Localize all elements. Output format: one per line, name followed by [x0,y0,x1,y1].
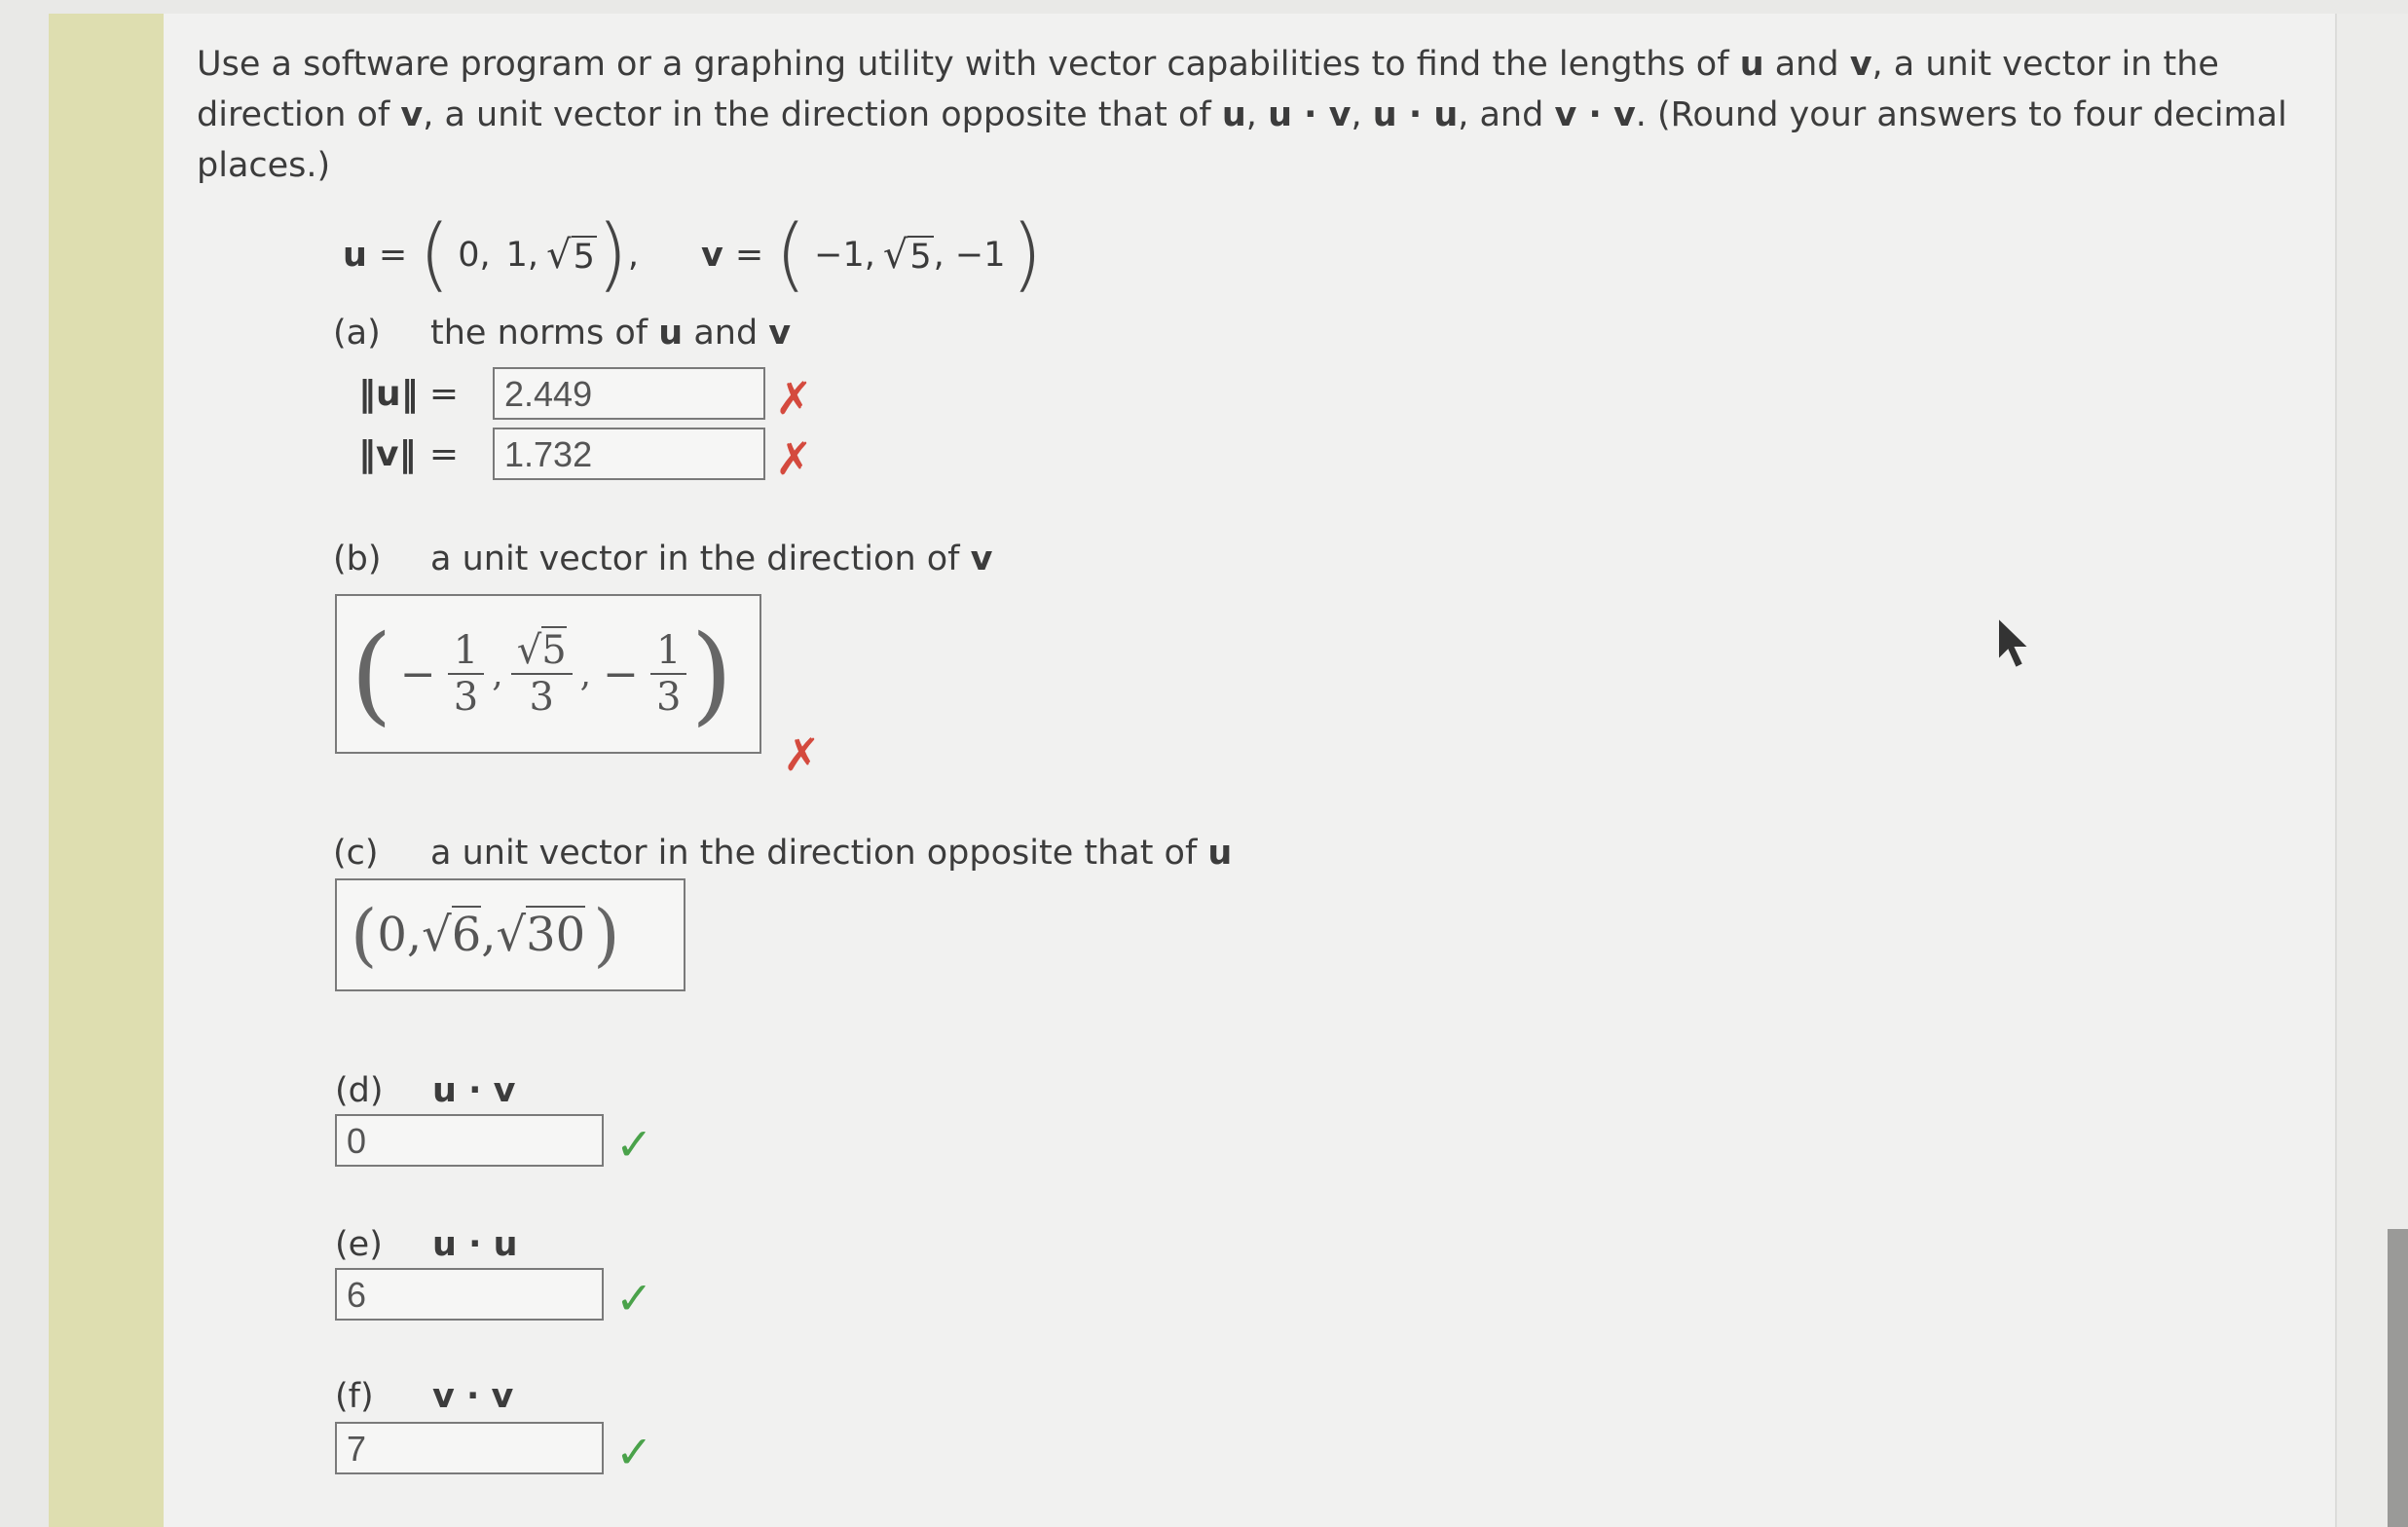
sqrt-6: √6 [422,908,482,962]
u-dot-v-input[interactable]: 0 [335,1114,604,1167]
close-paren: ) [596,208,628,301]
part-c-heading: (c) a unit vector in the direction opposite that of u [333,834,1233,873]
v-norm-row: ‖v‖ = 1.732 [358,428,765,480]
fraction: $\frac{√5}{3}$ [511,628,573,720]
u-vector-label: u [343,236,367,275]
u-norm-label: ‖u‖ [358,373,419,414]
unit-vector-opposite-u-answer[interactable]: ( 0, √6 , √30 ) [335,878,685,991]
v-norm-input[interactable]: 1.732 [493,428,765,480]
part-e-heading: (e) u · u [335,1225,518,1264]
open-paren: ( [419,208,451,301]
sqrt-5: √5 [546,233,595,278]
part-f-heading: (f) v · v [335,1377,514,1416]
checkmark-icon: ✓ [615,1426,653,1478]
u-norm-input[interactable]: 2.449 [493,367,765,420]
x-mark-icon: ✗ [775,372,813,425]
v-vector-label: v [700,236,723,275]
checkmark-icon: ✓ [615,1118,653,1171]
question-prompt: Use a software program or a graphing utility with vector capabilities to find the lengths of u and v, a unit vector in the direction of v, a unit vector in the direction opposite that of u, u · v, u · u, and v · v. (Round your answers to four decimal places.) [197,45,2287,185]
scrollbar-thumb[interactable] [2388,1229,2408,1527]
x-mark-icon: ✗ [783,728,821,781]
close-paren: ) [1011,208,1043,301]
fraction: $\frac{1}{3}$ [650,628,686,720]
open-paren: ( [775,208,807,301]
u-norm-row: ‖u‖ = 2.449 [358,367,765,420]
fraction: $\frac{1}{3}$ [448,628,484,720]
cursor-arrow-icon [1994,615,2033,670]
sqrt-30: √30 [496,908,586,962]
part-d-heading: (d) u · v [335,1071,516,1110]
checkmark-icon: ✓ [615,1272,653,1324]
part-a-heading: (a) the norms of u and v [333,314,792,353]
v-dot-v-input[interactable]: 7 [335,1422,604,1474]
sqrt-5: √5 [882,233,932,278]
part-b-heading: (b) a unit vector in the direction of v [333,540,993,578]
unit-vector-v-answer[interactable]: ( − $\frac{1}{3}$ , $\frac{√5}{3}$ , − $\frac{1}{3}$ ) [335,594,761,754]
given-vectors: u = ( 0, 1, √5 ) , v = ( −1, √5 , −1 ) [343,208,1043,301]
v-norm-label: ‖v‖ [358,433,417,474]
question-sidebar-strip [49,14,164,1527]
x-mark-icon: ✗ [775,432,813,485]
u-dot-u-input[interactable]: 6 [335,1268,604,1321]
